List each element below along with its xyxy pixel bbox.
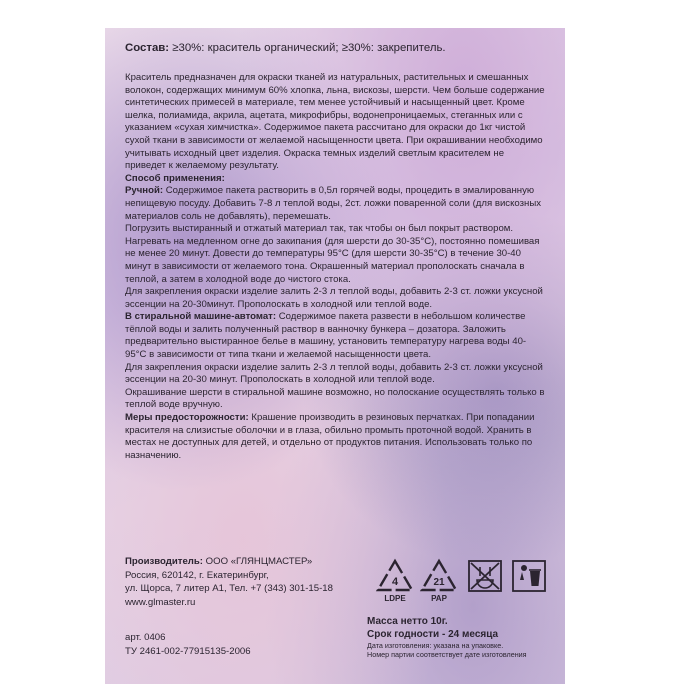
manual-paragraph-2: Погрузить выстиранный и отжатый материал так, так чтобы он был покрыт раствором. Нагревать на медленном огне до закипания (для шерсти до 30-35°C), постоянно помешивая не менее 20 минут. Довести до температуры 95°C (для шерсти 30-35°C) в течение 30-40 минут в зависимости от желаемого тона. Окрашенный материал прополоскать сначала в теплой, а затем в холодной воде до чистого стока. <box>125 223 540 285</box>
manufacturer-line-3: ул. Щорса, 7 литер А1, Тел. +7 (343) 301-15-18 <box>125 583 333 594</box>
manufacture-date-note: Дата изготовления: указана на упаковке. <box>367 641 504 650</box>
do-not-eat-icon <box>465 558 505 606</box>
manufacturer-block <box>125 555 333 609</box>
machine-label: В стиральной машине-автомат: <box>125 311 277 323</box>
manual-label: Ручной: <box>125 185 164 197</box>
recycle-4-ldpe-icon <box>375 558 415 606</box>
manual-text: Содержимое пакета растворить в 0,5л горячей воды, процедить в эмалированную непищевую посуду. Добавить 7-8 л теплой воды, 2ст. ложки поваренной соли (для вискозных материалов соль не добавлять), перемешать. <box>125 185 542 222</box>
machine-paragraph-2: Для закрепления окраски изделие залить 2-3 л теплой воды, добавить 2-3 ст. ложки уксусной эссенции на 20-30 минут. Прополоскать в холодной или теплой воде. <box>125 361 543 386</box>
ldpe-label: LDPE <box>384 594 406 603</box>
machine-text: Содержимое пакета развести в небольшом количестве тёплой воды и залить полученный раствор в ванночку бункера – дозатора. Заложить предварительно выстиранное белье в машину, установить температуру нагрева воды 40-95°C в зависимости от типа ткани и желаемой насыщенности цвета. <box>125 311 527 361</box>
net-mass: Масса нетто 10г. <box>367 616 448 627</box>
tech-spec: ТУ 2461-002-77915135-2006 <box>125 645 251 657</box>
method-heading: Способ применения: <box>125 172 225 184</box>
precautions-paragraph <box>125 412 547 462</box>
instructions-block <box>125 72 547 462</box>
composition-line <box>125 42 547 55</box>
precautions-label: Меры предосторожности: <box>125 412 249 424</box>
pap-label: PAP <box>431 594 447 603</box>
manufacturer-label: Производитель: <box>125 556 203 567</box>
dye-packet-back <box>105 28 565 684</box>
description-paragraph: Краситель предназначен для окраски тканей из натуральных, растительных и смешанных волокон, содержащих минимум 60% хлопка, льна, вискозы, шерсти. Чем больше содержание синтетических примесей в материале, тем менее устойчивый и насыщенный цвет. Кроме шелка, полиамида, акрила, ацетата, микрофибры, водонепроницаемых, стеганных или с указанием «сухая химчистка». Содержимое пакета рассчитано для окраски до 1кг чистой сухой ткани в зависимости от желаемой насыщенности цвета. При окрашивании необходимо учитывать исходный цвет изделия. Окраска темных изделий светлым красителем не приведет к желаемому результату. <box>125 72 545 172</box>
batch-number-note: Номер партии соответствует дате изготовления <box>367 650 527 659</box>
recycle-21-pap-icon <box>419 558 459 606</box>
manual-paragraph-3: Для закрепления окраски изделие залить 2-3 л теплой воды, добавить 2-3 ст. ложки уксусной эссенции на 20-30минут. Прополоскать в холодной или теплой воде. <box>125 286 543 310</box>
manufacturer-website: www.glmaster.ru <box>125 596 196 608</box>
manufacturer-line-2: Россия, 620142, г. Екатеринбург, <box>125 569 269 581</box>
mass-block <box>367 615 527 659</box>
precautions-text: Крашение производить в резиновых перчатках. При попадании красителя на слизистые оболочки и в глаза, обильно промыть проточной водой. Хранить в местах не доступных для детей, и отдельно от продуктов питания. Использовать только по назначению. <box>125 412 535 461</box>
composition-text: ≥30%: краситель органический; ≥30%: закрепитель. <box>169 42 446 54</box>
composition-label: Состав: <box>125 42 170 54</box>
manufacturer-line-1 <box>125 555 333 569</box>
manufacturer-name: ООО «ГЛЯНЦМАСТЕР» <box>203 556 313 567</box>
article-number: арт. 0406 <box>125 632 166 643</box>
manual-paragraph <box>125 185 547 223</box>
recycle-4-number: 4 <box>391 576 399 588</box>
machine-paragraph-3: Окрашивание шерсти в стиральной машине возможно, но полоскание осуществлять только в теплой воде вручную. <box>125 386 545 411</box>
shelf-life: Срок годности - 24 месяца <box>367 629 499 640</box>
machine-paragraph <box>125 311 547 361</box>
recycle-21-number: 21 <box>433 577 445 588</box>
article-block <box>125 631 251 658</box>
trash-bin-icon <box>509 558 549 606</box>
